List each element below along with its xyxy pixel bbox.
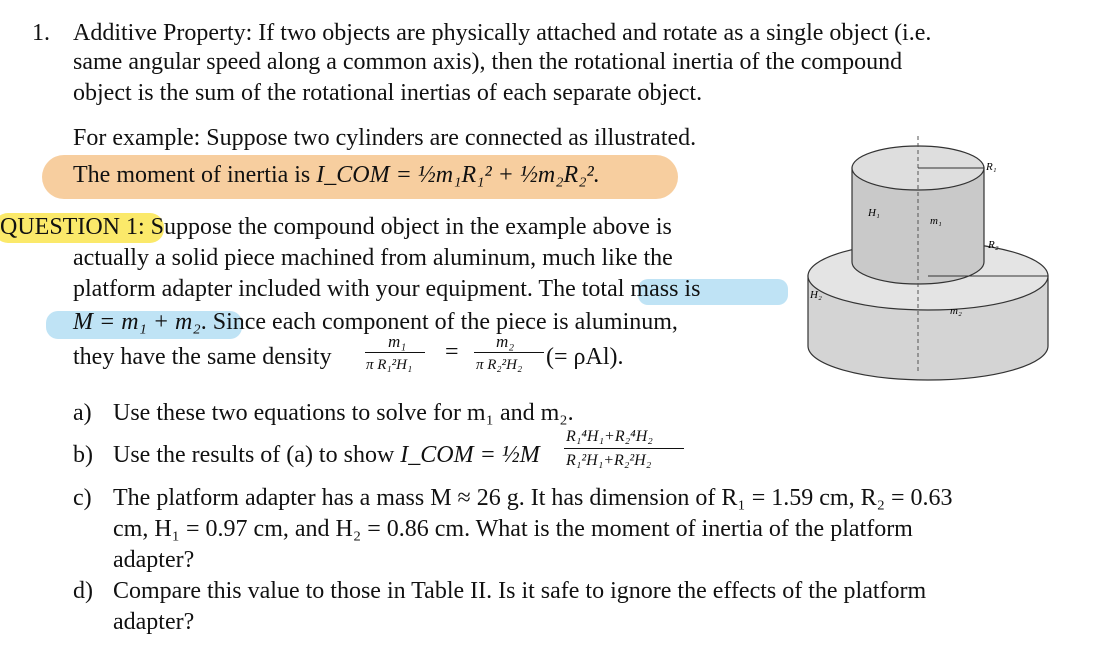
fraction-bar-1 [365, 352, 425, 353]
density-num-2: m₂ [496, 332, 515, 351]
part-c-line1: The platform adapter has a mass M ≈ 26 g. It has dimension of R₁ = 1.59 cm, R₂ = 0.63 [113, 485, 953, 511]
label-r1: R₁ [986, 161, 997, 173]
question-line4 [73, 307, 678, 338]
part-c-label: c) [73, 485, 92, 511]
question-line1 [0, 212, 672, 243]
density-den-1: π R₁²H₁ [366, 357, 413, 373]
example-line1: For example: Suppose two cylinders are connected as illustrated. [73, 125, 697, 151]
density-prefix: they have the same density [73, 344, 332, 370]
item1-line1: Additive Property: If two objects are physically attached and rotate as a single object (i.e. [73, 20, 932, 46]
density-suffix: (= ρAl). [546, 344, 624, 370]
part-b-frac-den: R₁²H₁+R₂²H₂ [566, 452, 652, 469]
part-a-label: a) [73, 400, 92, 426]
density-num-1: m₁ [388, 332, 407, 351]
part-b-equation: I_COM = ½M [400, 442, 540, 468]
label-m1: m₁ [930, 215, 942, 227]
part-b-frac-num: R₁⁴H₁+R₂⁴H₂ [566, 428, 653, 445]
part-c-line3: adapter? [113, 547, 195, 573]
question-line3 [73, 274, 700, 305]
question-line2: actually a solid piece machined from aluminum, much like the [73, 245, 673, 271]
equals-sign: = [445, 339, 459, 365]
question-text1: Suppose the compound object in the example above is [150, 214, 672, 240]
part-a-text: Use these two equations to solve for m₁ and m₂. [113, 400, 574, 426]
item1-line3: object is the sum of the rotational inertias of each separate object. [73, 80, 703, 106]
part-d-line1: Compare this value to those in Table II. Is it safe to ignore the effects of the platform [113, 578, 927, 604]
part-b-fraction-bar [564, 448, 684, 449]
part-d-line2: adapter? [113, 609, 195, 635]
question-line5 [73, 342, 332, 373]
item1-line2: same angular speed along a common axis), then the rotational inertia of the compound [73, 49, 903, 75]
total-mass-equation: M = m₁ + m₂ [73, 309, 201, 335]
part-d-label: d) [73, 578, 93, 604]
part-c-line2: cm, H₁ = 0.97 cm, and H₂ = 0.86 cm. What is the moment of inertia of the platform [113, 516, 913, 542]
fraction-bar-2 [474, 352, 544, 353]
density-den-2: π R₂²H₂ [476, 357, 523, 373]
label-h2: H₂ [810, 289, 822, 301]
label-r2: R₂ [988, 239, 999, 251]
example-line2-prefix: The moment of inertia is [73, 162, 311, 188]
part-b-label: b) [73, 442, 93, 468]
compound-cylinder-figure [790, 136, 1090, 381]
label-h1: H₁ [868, 207, 880, 219]
question-line3-b: e total mass is [565, 276, 701, 302]
label-m2: m₂ [950, 305, 962, 317]
part-b-prefix: Use the results of (a) to show [113, 442, 395, 468]
example-line2 [73, 160, 600, 191]
moment-equation: I_COM = ½m₁R₁² + ½m₂R₂². [316, 162, 600, 188]
question-line4-rest: . Since each component of the piece is aluminum, [200, 309, 678, 335]
question-label: QUESTION 1: [0, 214, 145, 240]
item-number: 1. [32, 20, 50, 46]
part-b-text [113, 440, 540, 471]
question-line3-a: platform adapter included with your equipment. Th [73, 276, 566, 302]
